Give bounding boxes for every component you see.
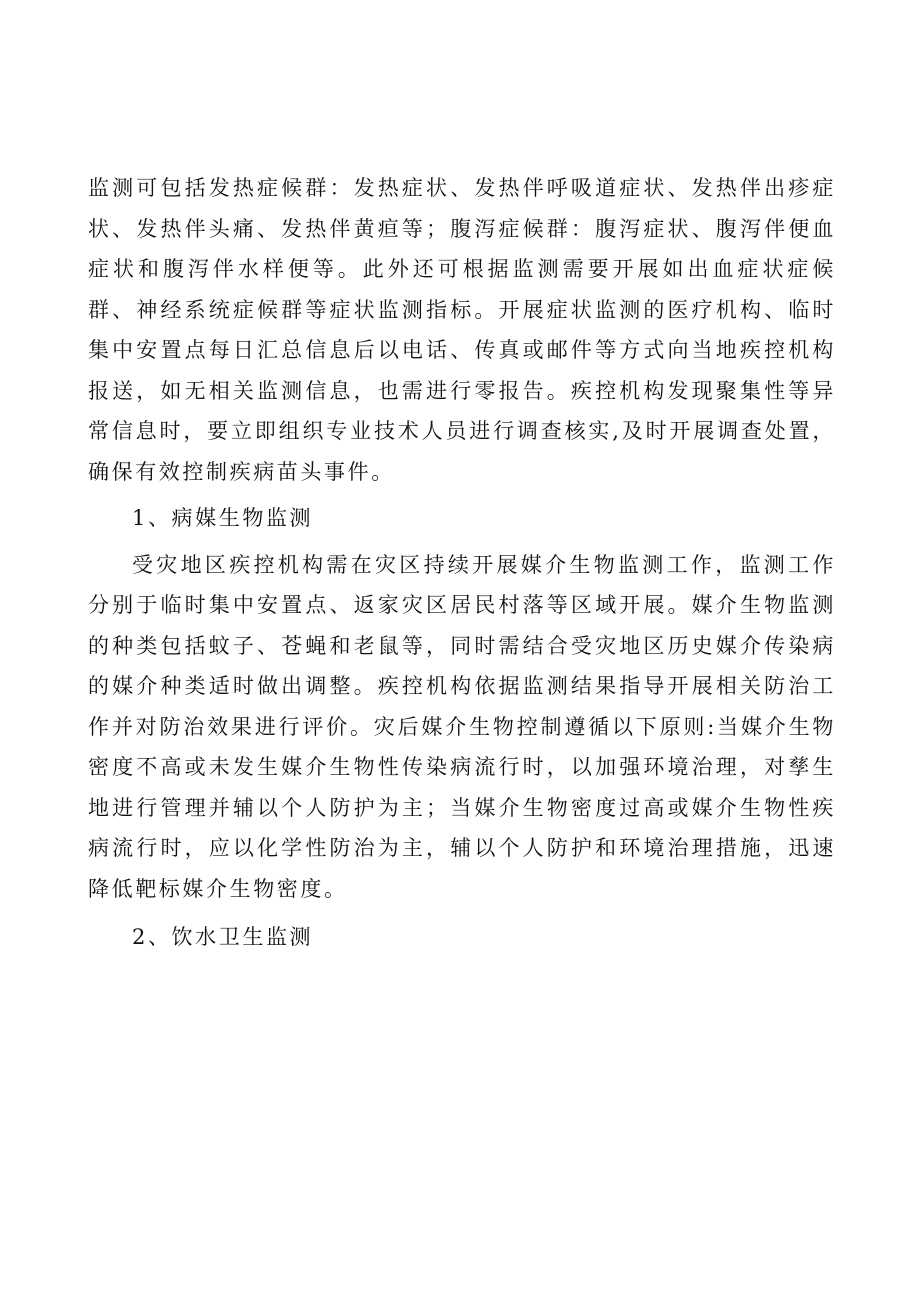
paragraph-vector-monitoring: 受灾地区疾控机构需在灾区持续开展媒介生物监测工作，监测工作分别于临时集中安置点、返家灾区居民村落等区域开展。媒介生物监测的种类包括蚊子、苍蝇和老鼠等，同时需结合受灾地区历史媒介传染病的媒介种类适时做出调整。疾控机构依据监测结果指导开展相关防治工作并对防治效果进行评价。灾后媒介生物控制遵循以下原则:当媒介生物密度不高或未发生媒介生物性传染病流行时，以加强环境治理，对孳生地进行管理并辅以个人防护为主；当媒介生物密度过高或媒介生物性疾病流行时，应以化学性防治为主，辅以个人防护和环境治理措施，迅速降低靶标媒介生物密度。 — [88, 552, 836, 901]
section-heading-vector-monitoring: 1、病媒生物监测 — [132, 506, 314, 530]
section-heading-water-monitoring: 2、饮水卫生监测 — [132, 925, 314, 949]
document-body — [88, 168, 836, 964]
paragraph-symptom-monitoring: 监测可包括发热症候群：发热症状、发热伴呼吸道症状、发热伴出疹症状、发热伴头痛、发热伴黄疸等；腹泻症候群：腹泻症状、腹泻伴便血症状和腹泻伴水样便等。此外还可根据监测需要开展如出血症状症候群、神经系统症候群等症状监测指标。开展症状监测的医疗机构、临时集中安置点每日汇总信息后以电话、传真或邮件等方式向当地疾控机构报送，如无相关监测信息，也需进行零报告。疾控机构发现聚集性等异常信息时，要立即组织专业技术人员进行调查核实,及时开展调查处置，确保有效控制疾病苗头事件。 — [88, 176, 836, 484]
